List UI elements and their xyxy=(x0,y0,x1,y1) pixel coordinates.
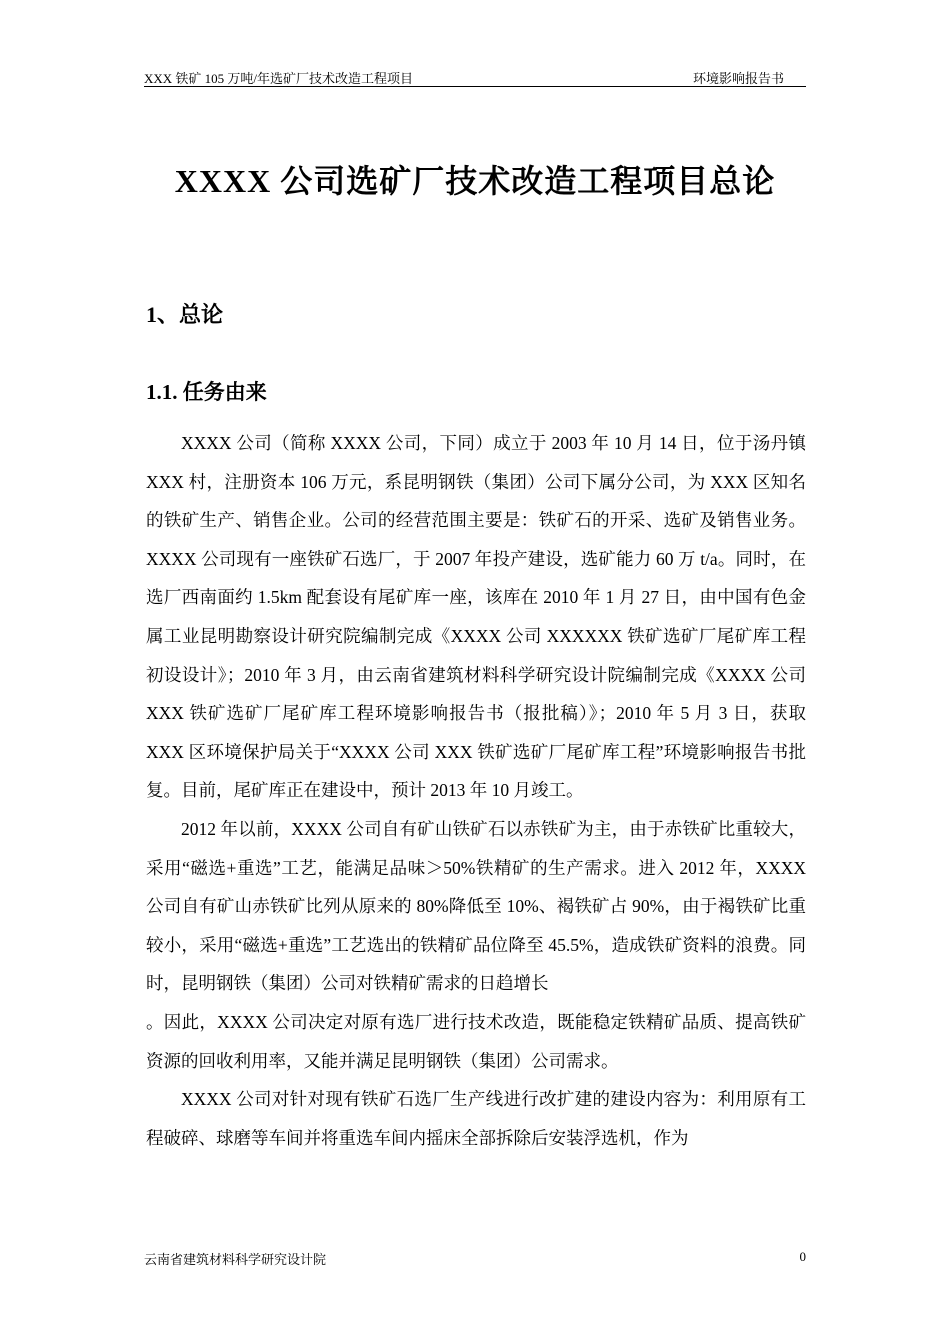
header-project-title: XXX 铁矿 105 万吨/年选矿厂技术改造工程项目 xyxy=(144,71,414,86)
body-text xyxy=(146,424,806,1157)
paragraph-4: XXXX 公司对针对现有铁矿石选厂生产线进行改扩建的建设内容为：利用原有工程破碎、球磨等车间并将重选车间内摇床全部拆除后安装浮选机，作为 xyxy=(146,1089,806,1148)
paragraph-2: 2012 年以前，XXXX 公司自有矿山铁矿石以赤铁矿为主，由于赤铁矿比重较大，采用“磁选+重选”工艺，能满足品味＞50%铁精矿的生产需求。进入 2012 年，XXXX 公司自有矿山赤铁矿比列从原来的 80%降低至 10%、褐铁矿占 90%，由于褐铁矿比重较小，采用“磁选+重选”工艺选出的铁精矿品位降至 45.5%，造成铁矿资料的浪费。同时，昆明钢铁（集团）公司对铁精矿需求的日趋增长 xyxy=(146,818,807,994)
paragraph-1: XXXX 公司（简称 XXXX 公司，下同）成立于 2003 年 10 月 14 日，位于汤丹镇 XXX 村，注册资本 106 万元，系昆明钢铁（集团）公司下属分公司，为 XXX 区知名的铁矿生产、销售企业。公司的经营范围主要是：铁矿石的开采、选矿及销售业务。XXXX 公司现有一座铁矿石选厂，于 2007 年投产建设，选矿能力 60 万 t/a。同时，在选厂西南面约 1.5km 配套设有尾矿库一座，该库在 2010 年 1 月 27 日，由中国有色金属工业昆明勘察设计研究院编制完成《XXXX 公司 XXXXXX 铁矿选矿厂尾矿库工程初设设计》；2010 年 3 月，由云南省建筑材料科学研究设计院编制完成《XXXX 公司 XXX 铁矿选矿厂尾矿库工程环境影响报告书（报批稿）》；2010 年 5 月 3 日，获取 XXX 区环境保护局关于“XXXX 公司 XXX 铁矿选矿厂尾矿库工程”环境影响报告书批复。目前，尾矿库正在建设中，预计 2013 年 10 月竣工。 xyxy=(146,433,806,801)
section-heading-1: 1、总论 xyxy=(146,302,224,327)
section-heading-1-1: 1.1. 任务由来 xyxy=(146,380,267,404)
header-doc-type: 环境影响报告书 xyxy=(692,71,784,86)
document-title: XXXX 公司选矿厂技术改造工程项目总论 xyxy=(174,163,776,199)
page-number: 0 xyxy=(799,1249,806,1264)
page-footer xyxy=(144,1249,806,1268)
footer-organization: 云南省建筑材料科学研究设计院 xyxy=(144,1252,327,1267)
paragraph-3: 。因此，XXXX 公司决定对原有选厂进行技术改造，既能稳定铁精矿品质、提高铁矿资源的回收利用率，又能并满足昆明钢铁（集团）公司需求。 xyxy=(146,1011,806,1071)
page-header xyxy=(144,66,806,87)
